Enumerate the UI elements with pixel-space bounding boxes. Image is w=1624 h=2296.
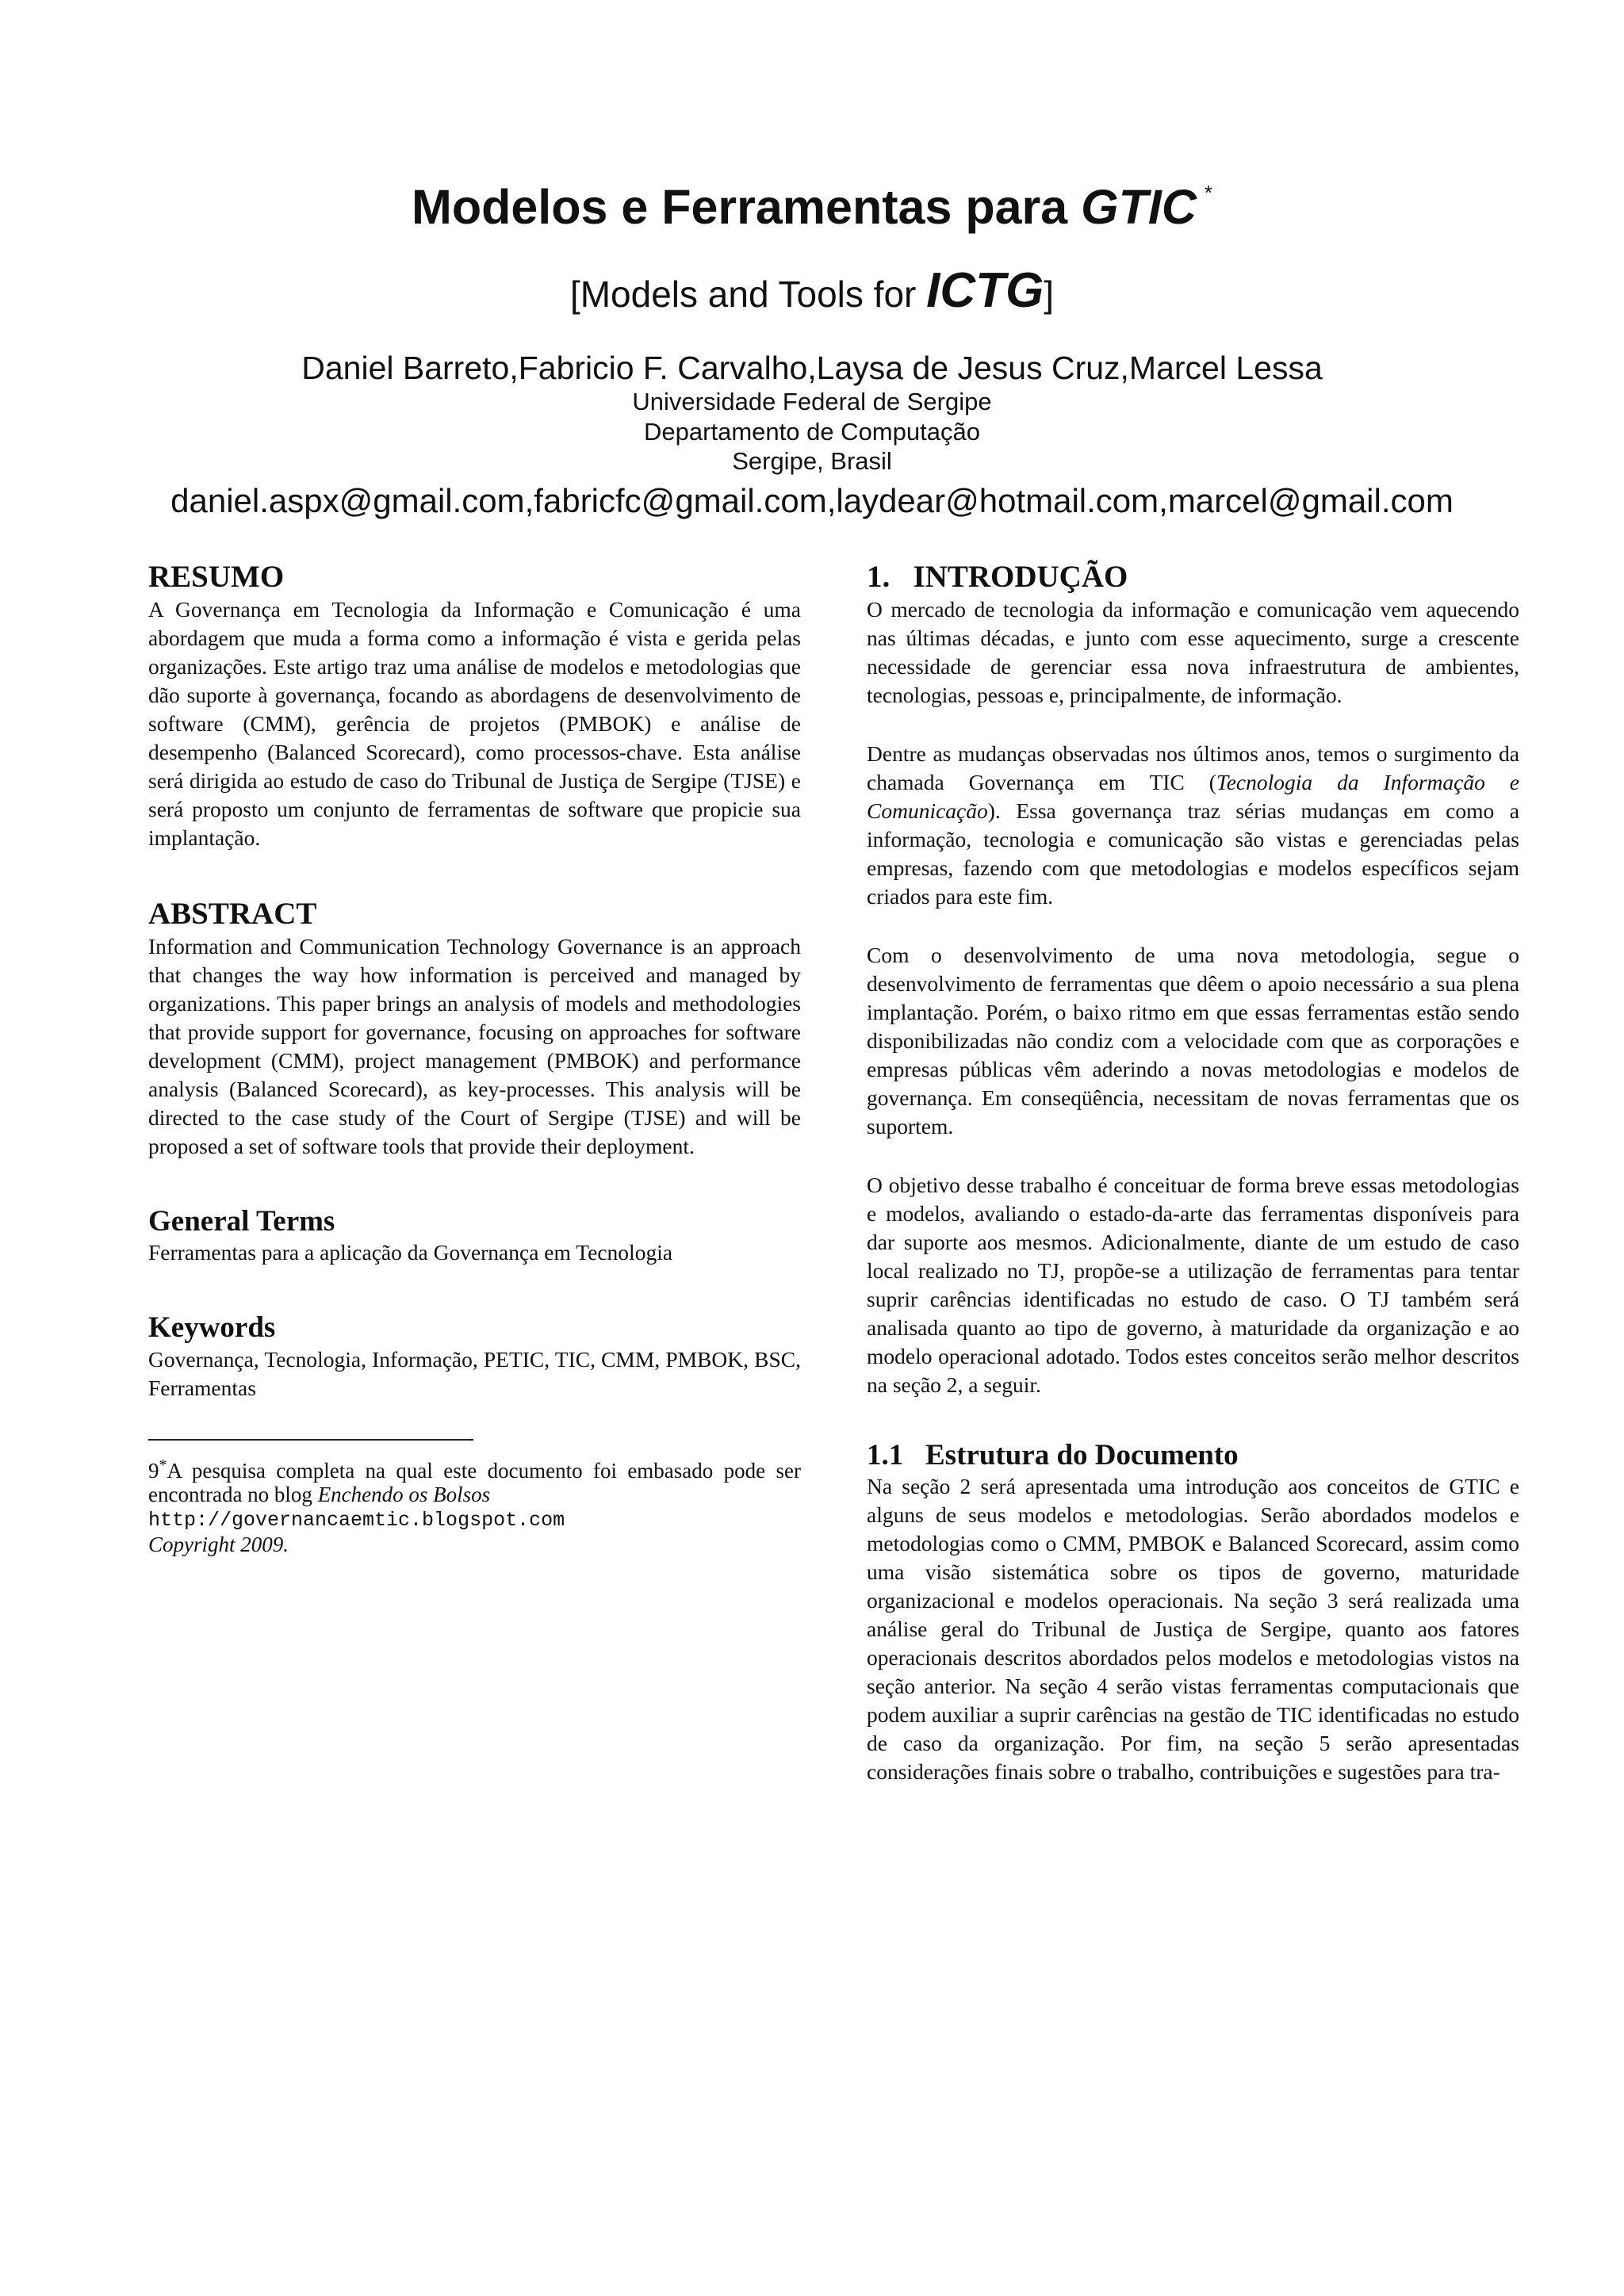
subtitle-prefix: [Models and Tools for <box>569 274 927 316</box>
resumo-heading: RESUMO <box>148 560 285 594</box>
footnote-copyright: Copyright 2009. <box>148 1532 289 1556</box>
affiliation-university: Universidade Federal de Sergipe <box>632 387 992 415</box>
footnote-mark: * <box>159 1456 167 1474</box>
footnote-text: A pesquisa completa na qual este documento foi embasado pode ser encontrada no blog <box>148 1458 801 1506</box>
abstract-text: Information and Communication Technology Governance is an approach that changes the way how information is perceived and managed by organizations. This paper brings an analysis of models and methodologies that provide support for governance, focusing on approaches for software development (CMM), project management (PMBOK) and performance analysis (Balanced Scorecard), as key-processes. This analysis will be directed to the case study of the Court of Sergipe (TJSE) and will be proposed a set of software tools that provide their deployment. <box>148 933 801 1158</box>
keywords-heading: Keywords <box>148 1311 276 1345</box>
subtitle-suffix: ] <box>1044 274 1055 316</box>
document-structure-heading: 1.1 Estrutura do Documento <box>867 1438 1239 1471</box>
paper-header <box>0 178 1624 522</box>
intro-paragraph-1: O mercado de tecnologia da informação e comunicação vem aquecendo nas últimas décadas, e junto com esse aquecimento, surge a crescente necessidade de gerenciar essa nova infraestrutura de ambientes, tecnologias, pessoas e, principalmente, de informação. <box>867 596 1519 707</box>
title-footnote-mark: * <box>1204 181 1212 205</box>
intro-p2-start: Dentre as mudanças observadas nos últimos anos, temos o surgimento da chamada Governança em TIC ( <box>867 740 1519 794</box>
footnote-blog-name: Enchendo os Bolsos <box>317 1482 491 1506</box>
title-text: Modelos e Ferramentas para <box>412 180 1082 234</box>
general-terms-text: Ferramentas para a aplicação da Governança em Tecnologia <box>148 1240 673 1265</box>
author-emails: daniel.aspx@gmail.com,fabricfc@gmail.com,laydear@hotmail.com,marcel@gmail.com <box>170 482 1454 520</box>
right-column <box>867 560 1519 1786</box>
subtitle-italic: ICTG <box>926 263 1044 319</box>
intro-paragraph-2 <box>867 740 1519 911</box>
introduction-heading: 1. INTRODUÇÃO <box>867 560 1128 594</box>
left-column <box>148 560 801 1556</box>
footnote-number: 9 <box>148 1458 159 1483</box>
intro-paragraph-3: Com o desenvolvimento de uma nova metodologia, segue o desenvolvimento de ferramentas que dêem o apoio necessário a sua plena implantação. Porém, o baixo ritmo em que essas ferramentas estão sendo disponibilizadas não condiz com a velocidade com que as corporações e empresas públicas vêm aderindo a novas metodologias e modelos de governança. Em conseqüência, necessitam de novas ferramentas que os suportem. <box>867 942 1519 1138</box>
document-structure-text: Na seção 2 será apresentada uma introdução aos conceitos de GTIC e alguns de seus modelos e metodologias. Serão abordados modelos e metodologias como o CMM, PMBOK e Balanced Scorecard, assim como uma visão sistemática sobre os tipos de governo, maturidade organizacional e modelos operacionais. Na seção 3 será realizada uma análise geral do Tribunal de Justiça de Sergipe, quanto aos fatores operacionais descritos abordados pelos modelos e metodologias vistos na seção anterior. Na seção 4 serão vistas ferramentas computacionais que podem auxiliar a suprir carências na gestão de TIC identificadas no estudo de caso da organização. Por fim, na seção 5 serão apresentadas considerações finais sobre o trabalho, contribuições e sugestões para tra- <box>867 1474 1519 1785</box>
paper-title <box>0 178 1624 236</box>
title-italic: GTIC <box>1081 180 1197 234</box>
intro-p2-italic: Tecnologia da Informação e Comunicação <box>867 769 1520 823</box>
resumo-text: A Governança em Tecnologia da Informação e Comunicação é uma abordagem que muda a forma como a informação é vista e gerida pelas organizações. Este artigo traz uma análise de modelos e metodologias que dão suporte à governança, focando as abordagens de desenvolvimento de software (CMM), gerência de projetos (PMBOK) e análise de desempenho (Balanced Scorecard), como processos-chave. Esta análise será dirigida ao estudo de caso do Tribunal de Justiça de Sergipe (TJSE) e será proposto um conjunto de ferramentas de software que propicie sua implantação. <box>148 596 801 850</box>
general-terms-heading: General Terms <box>148 1204 335 1238</box>
abstract-heading: ABSTRACT <box>148 896 317 931</box>
keywords-text: Governança, Tecnologia, Informação, PETIC, TIC, CMM, PMBOK, BSC, Ferramentas <box>148 1346 801 1400</box>
affiliation-department: Departamento de Computação <box>644 417 980 446</box>
intro-paragraph-4: O objetivo desse trabalho é conceituar de forma breve essas metodologias e modelos, avaliando o estado-da-arte das ferramentas disponíveis para dar suporte aos mesmos. Adicionalmente, diante de um estudo de caso local realizado no TJ, propõe-se a utilização de ferramentas para tentar suprir carências identificadas no estudo de caso. O TJ também será analisada quanto ao tipo de governo, à maturidade da organização e ao modelo operacional adotado. Todos estes conceitos serão melhor descritos na seção 2, a seguir. <box>867 1172 1519 1397</box>
footnote-url[interactable]: http://governancaemtic.blogspot.com <box>148 1508 565 1532</box>
footnote-divider <box>148 1439 473 1441</box>
intro-p2-end: ). Essa governança traz sérias mudanças em como a informação, tecnologia e comunicação são vistas e gerenciadas pelas empresas, fazendo com que metodologias e modelos específicos sejam criados para este fim. <box>867 798 1519 909</box>
footnote <box>148 1453 801 1556</box>
paper-subtitle <box>0 262 1624 320</box>
author-list: Daniel Barreto,Fabricio F. Carvalho,Laysa de Jesus Cruz,Marcel Lessa <box>301 349 1323 386</box>
affiliation-location: Sergipe, Brasil <box>732 447 892 476</box>
